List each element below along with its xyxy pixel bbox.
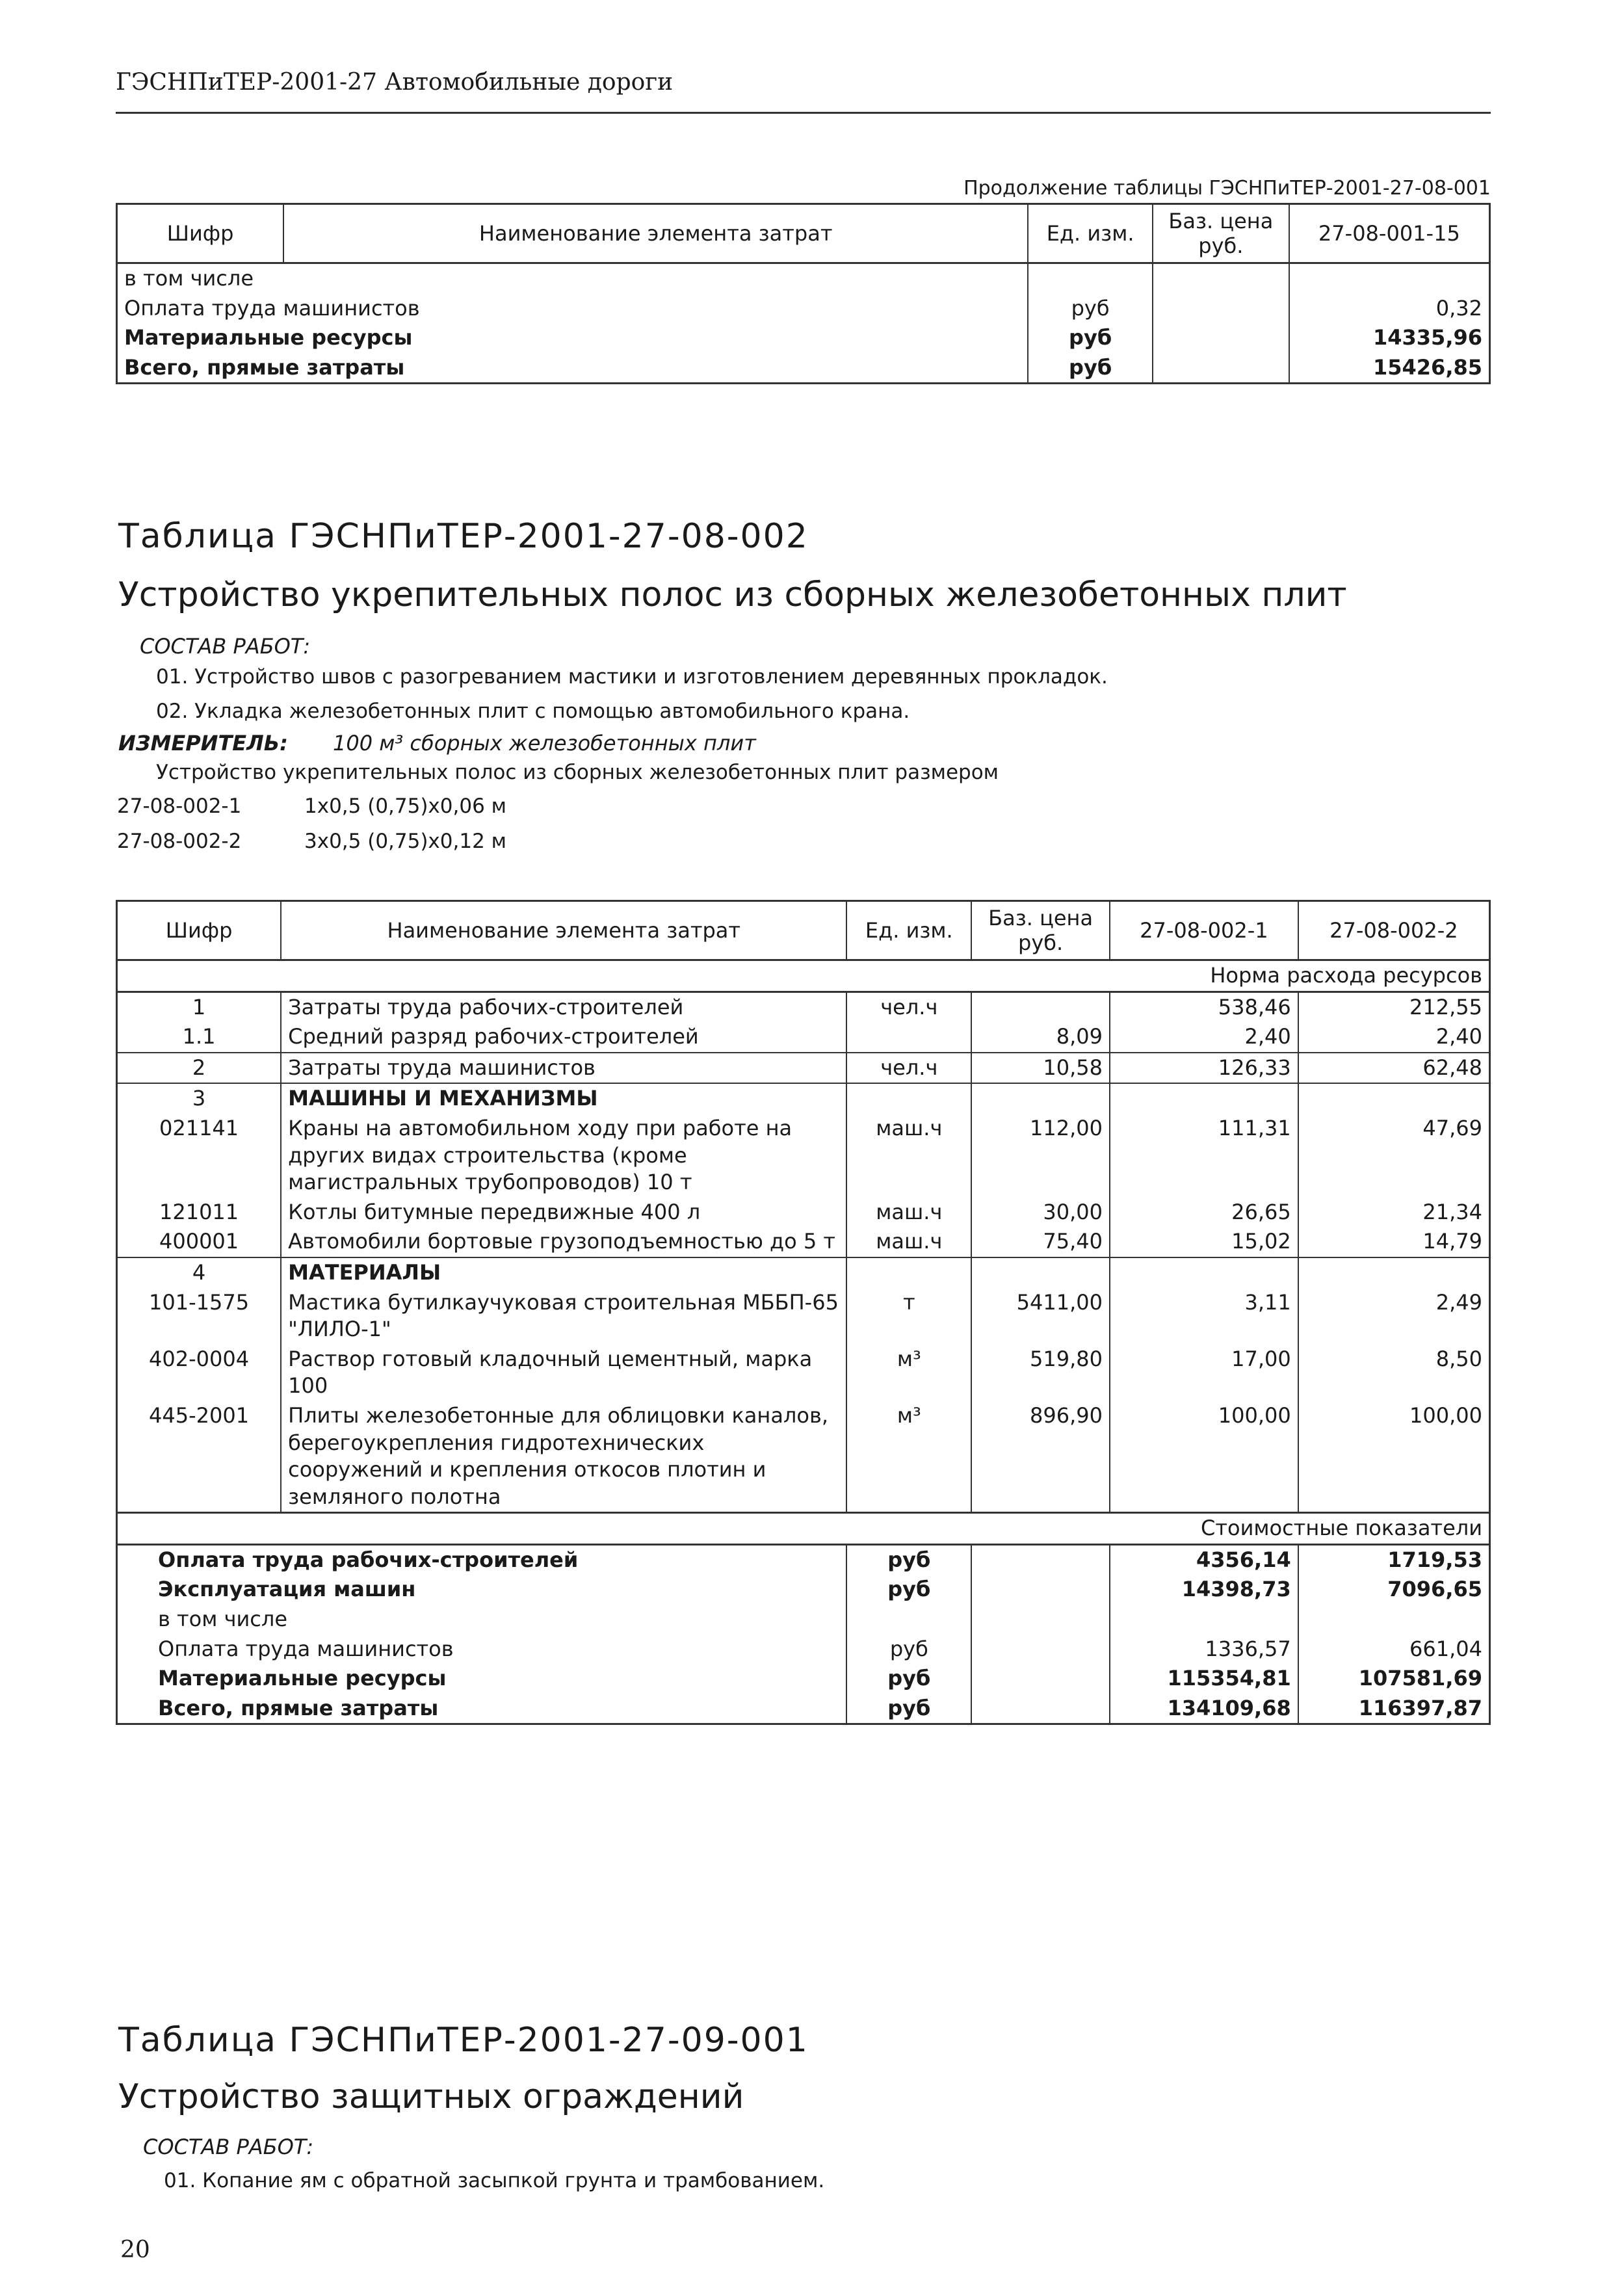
t1-row-value bbox=[1289, 263, 1490, 294]
row-value-2: 212,55 bbox=[1409, 994, 1482, 1019]
row-value-2: 21,34 bbox=[1422, 1199, 1482, 1224]
table-row bbox=[117, 294, 1490, 324]
cost-name: Оплата труда рабочих-строителей bbox=[117, 1544, 847, 1575]
row-name: Мастика бутилкаучуковая строительная МББП-65 "ЛИЛО-1" bbox=[281, 1288, 846, 1345]
t1-row-value: 0,32 bbox=[1435, 295, 1482, 321]
cost-row bbox=[117, 1544, 1490, 1575]
table-row bbox=[117, 323, 1490, 353]
t1-header-unit: Ед. изм. bbox=[1028, 204, 1153, 263]
row-price bbox=[971, 1083, 1110, 1114]
row-unit: т bbox=[846, 1288, 971, 1345]
norm-band: Норма расхода ресурсов bbox=[117, 960, 1490, 992]
cost-unit bbox=[846, 1605, 971, 1635]
section3-work-item: 01. Копание ям с обратной засыпкой грунта и трамбованием. bbox=[164, 2169, 825, 2192]
row-value-1: 3,11 bbox=[1110, 1288, 1298, 1345]
row-value-2: 2,40 bbox=[1435, 1024, 1482, 1049]
row-value-2: 100,00 bbox=[1409, 1402, 1482, 1428]
section2-work-item: 02. Укладка железобетонных плит с помощью автомобильного крана. bbox=[156, 700, 910, 723]
table-row bbox=[117, 1022, 1490, 1053]
row-name: Средний разряд рабочих-строителей bbox=[281, 1022, 846, 1053]
cost-row bbox=[117, 1605, 1490, 1635]
row-name: Котлы битумные передвижные 400 л bbox=[281, 1198, 846, 1228]
cost-row bbox=[117, 1694, 1490, 1724]
row-price: 896,90 bbox=[971, 1401, 1110, 1513]
cost-row bbox=[117, 1575, 1490, 1605]
row-value-1: 100,00 bbox=[1110, 1401, 1298, 1513]
table-row bbox=[117, 1345, 1490, 1401]
row-unit bbox=[846, 1257, 971, 1288]
row-code: 121011 bbox=[117, 1198, 282, 1228]
row-unit: маш.ч bbox=[846, 1227, 971, 1257]
row-price: 112,00 bbox=[971, 1114, 1110, 1198]
cost-value-1: 115354,81 bbox=[1110, 1664, 1298, 1694]
cost-unit: руб bbox=[846, 1544, 971, 1575]
cost-row bbox=[117, 1635, 1490, 1664]
row-value-1: 2,40 bbox=[1110, 1022, 1298, 1053]
t1-header-name: Наименование элемента затрат bbox=[283, 204, 1028, 263]
table-row bbox=[117, 1114, 1490, 1198]
section3-works-label: СОСТАВ РАБОТ: bbox=[143, 2135, 314, 2159]
cost-value-1: 134109,68 bbox=[1110, 1694, 1298, 1724]
table-row bbox=[117, 992, 1490, 1022]
t1-row-name: в том числе bbox=[124, 266, 254, 291]
section2-work-item: 01. Устройство швов с разогреванием мастики и изготовлением деревянных прокладок. bbox=[156, 665, 1108, 689]
cost-value-1: 14398,73 bbox=[1110, 1575, 1298, 1605]
row-value-2 bbox=[1298, 1083, 1490, 1114]
row-price: 30,00 bbox=[971, 1198, 1110, 1228]
row-code: 4 bbox=[117, 1257, 282, 1288]
row-price: 8,09 bbox=[971, 1022, 1110, 1053]
cost-name: Всего, прямые затраты bbox=[117, 1694, 847, 1724]
row-code: 1 bbox=[117, 992, 282, 1022]
table-row bbox=[117, 1288, 1490, 1345]
cost-value-2: 1719,53 bbox=[1387, 1547, 1482, 1572]
t1-row-value: 14335,96 bbox=[1372, 325, 1482, 350]
t2-header-code: Шифр bbox=[117, 901, 282, 960]
t1-header-price: Баз. цена руб. bbox=[1153, 204, 1289, 263]
cost-value-1: 1336,57 bbox=[1110, 1635, 1298, 1664]
cost-value-1: 4356,14 bbox=[1110, 1544, 1298, 1575]
row-name: Плиты железобетонные для облицовки каналов, берегоукрепления гидротехнических сооружений и крепления откосов плотин и земляного полотна bbox=[281, 1401, 846, 1513]
t1-row-name: Материальные ресурсы bbox=[124, 325, 413, 350]
row-value-1: 538,46 bbox=[1110, 992, 1298, 1022]
header-rule bbox=[116, 112, 1491, 114]
table-row bbox=[117, 1257, 1490, 1288]
table2 bbox=[116, 900, 1491, 1725]
section2-subtitle: Устройство укрепительных полос из сборных железобетонных плит bbox=[118, 575, 1347, 614]
cost-unit: руб bbox=[846, 1694, 971, 1724]
cost-value-1 bbox=[1110, 1605, 1298, 1635]
section2-title: Таблица ГЭСНПиТЕР-2001-27-08-002 bbox=[118, 517, 809, 556]
t1-row-name: Всего, прямые затраты bbox=[124, 354, 405, 380]
cost-value-2: 661,04 bbox=[1409, 1636, 1482, 1661]
row-price: 10,58 bbox=[971, 1053, 1110, 1084]
cost-name: в том числе bbox=[117, 1605, 847, 1635]
row-value-1 bbox=[1110, 1083, 1298, 1114]
cost-value-2: 107581,69 bbox=[1358, 1666, 1482, 1691]
t1-row-unit: руб bbox=[1028, 294, 1153, 324]
row-value-2: 2,49 bbox=[1435, 1289, 1482, 1315]
running-header: ГЭСНПиТЕР-2001-27 Автомобильные дороги bbox=[116, 69, 674, 96]
row-price bbox=[971, 992, 1110, 1022]
table-row bbox=[117, 263, 1490, 294]
row-code: 402-0004 bbox=[117, 1345, 282, 1401]
row-code: 400001 bbox=[117, 1227, 282, 1257]
t1-row-unit bbox=[1028, 263, 1153, 294]
row-name: Раствор готовый кладочный цементный, марка 100 bbox=[281, 1345, 846, 1401]
row-value-1: 126,33 bbox=[1110, 1053, 1298, 1084]
cost-unit: руб bbox=[846, 1664, 971, 1694]
table1-caption: Продолжение таблицы ГЭСНПиТЕР-2001-27-08-001 bbox=[963, 177, 1491, 200]
row-code: 445-2001 bbox=[117, 1401, 282, 1513]
cost-value-2 bbox=[1298, 1605, 1490, 1635]
row-unit: чел.ч bbox=[846, 1053, 971, 1084]
row-code: 2 bbox=[117, 1053, 282, 1084]
row-name: Затраты труда машинистов bbox=[281, 1053, 846, 1084]
cost-value-2: 7096,65 bbox=[1387, 1577, 1482, 1602]
section2-code-size: 3x0,5 (0,75)x0,12 м bbox=[304, 830, 507, 853]
t2-header-name: Наименование элемента затрат bbox=[281, 901, 846, 960]
section3-subtitle: Устройство защитных ограждений bbox=[118, 2077, 744, 2116]
cost-name: Материальные ресурсы bbox=[117, 1664, 847, 1694]
t1-row-unit: руб bbox=[1028, 323, 1153, 353]
row-unit bbox=[846, 1083, 971, 1114]
cost-name: Эксплуатация машин bbox=[117, 1575, 847, 1605]
table-row bbox=[117, 1053, 1490, 1084]
row-code: 021141 bbox=[117, 1114, 282, 1198]
row-value-1 bbox=[1110, 1257, 1298, 1288]
section2-meter-label: ИЗМЕРИТЕЛЬ: bbox=[118, 731, 288, 756]
section2-code: 27-08-002-1 bbox=[117, 795, 242, 818]
t2-header-price: Баз. цена руб. bbox=[971, 901, 1110, 960]
row-unit: чел.ч bbox=[846, 992, 971, 1022]
row-unit: м³ bbox=[846, 1345, 971, 1401]
cost-row bbox=[117, 1664, 1490, 1694]
t1-header-code: Шифр bbox=[117, 204, 284, 263]
row-name: МАШИНЫ И МЕХАНИЗМЫ bbox=[281, 1083, 846, 1114]
row-value-1: 15,02 bbox=[1110, 1227, 1298, 1257]
row-unit: маш.ч bbox=[846, 1114, 971, 1198]
section2-works-label: СОСТАВ РАБОТ: bbox=[140, 634, 311, 659]
row-value-2: 62,48 bbox=[1298, 1053, 1490, 1084]
table1 bbox=[116, 203, 1491, 384]
section2-description: Устройство укрепительных полос из сборных железобетонных плит размером bbox=[156, 761, 999, 784]
row-code: 1.1 bbox=[117, 1022, 282, 1053]
cost-band: Стоимостные показатели bbox=[117, 1513, 1490, 1545]
cost-unit: руб bbox=[846, 1575, 971, 1605]
table-row bbox=[117, 1198, 1490, 1228]
t1-row-name: Оплата труда машинистов bbox=[124, 295, 420, 321]
table-row bbox=[117, 1227, 1490, 1257]
row-value-1: 111,31 bbox=[1110, 1114, 1298, 1198]
t2-header-col2: 27-08-002-2 bbox=[1298, 901, 1490, 960]
cost-name: Оплата труда машинистов bbox=[117, 1635, 847, 1664]
row-code: 3 bbox=[117, 1083, 282, 1114]
row-name: Затраты труда рабочих-строителей bbox=[281, 992, 846, 1022]
t1-header-col: 27-08-001-15 bbox=[1289, 204, 1490, 263]
row-unit: м³ bbox=[846, 1401, 971, 1513]
row-value-2: 47,69 bbox=[1422, 1115, 1482, 1140]
t1-row-value: 15426,85 bbox=[1372, 354, 1482, 380]
cost-unit: руб bbox=[846, 1635, 971, 1664]
row-name: МАТЕРИАЛЫ bbox=[281, 1257, 846, 1288]
section2-meter-value: 100 м³ сборных железобетонных плит bbox=[333, 731, 756, 756]
t2-header-unit: Ед. изм. bbox=[846, 901, 971, 960]
row-price bbox=[971, 1257, 1110, 1288]
cost-value-2: 116397,87 bbox=[1358, 1695, 1482, 1720]
row-unit: маш.ч bbox=[846, 1198, 971, 1228]
row-code: 101-1575 bbox=[117, 1288, 282, 1345]
row-price: 519,80 bbox=[971, 1345, 1110, 1401]
row-name: Автомобили бортовые грузоподъемностью до 5 т bbox=[281, 1227, 846, 1257]
row-price: 75,40 bbox=[971, 1227, 1110, 1257]
section3-title: Таблица ГЭСНПиТЕР-2001-27-09-001 bbox=[118, 2021, 809, 2060]
row-value-2: 8,50 bbox=[1435, 1346, 1482, 1371]
table-row bbox=[117, 353, 1490, 384]
row-value-1: 17,00 bbox=[1110, 1345, 1298, 1401]
row-price: 5411,00 bbox=[971, 1288, 1110, 1345]
row-value-1: 26,65 bbox=[1110, 1198, 1298, 1228]
table-row bbox=[117, 1083, 1490, 1114]
row-name: Краны на автомобильном ходу при работе на других видах строительства (кроме магистральных трубопроводов) 10 т bbox=[281, 1114, 846, 1198]
row-value-2: 14,79 bbox=[1422, 1229, 1482, 1254]
section2-code: 27-08-002-2 bbox=[117, 830, 242, 853]
t1-row-unit: руб bbox=[1028, 353, 1153, 384]
t2-header-col1: 27-08-002-1 bbox=[1110, 901, 1298, 960]
page-number: 20 bbox=[120, 2237, 150, 2263]
table-row bbox=[117, 1401, 1490, 1513]
row-value-2 bbox=[1298, 1257, 1490, 1288]
row-unit bbox=[846, 1022, 971, 1053]
section2-code-size: 1x0,5 (0,75)x0,06 м bbox=[304, 795, 507, 818]
